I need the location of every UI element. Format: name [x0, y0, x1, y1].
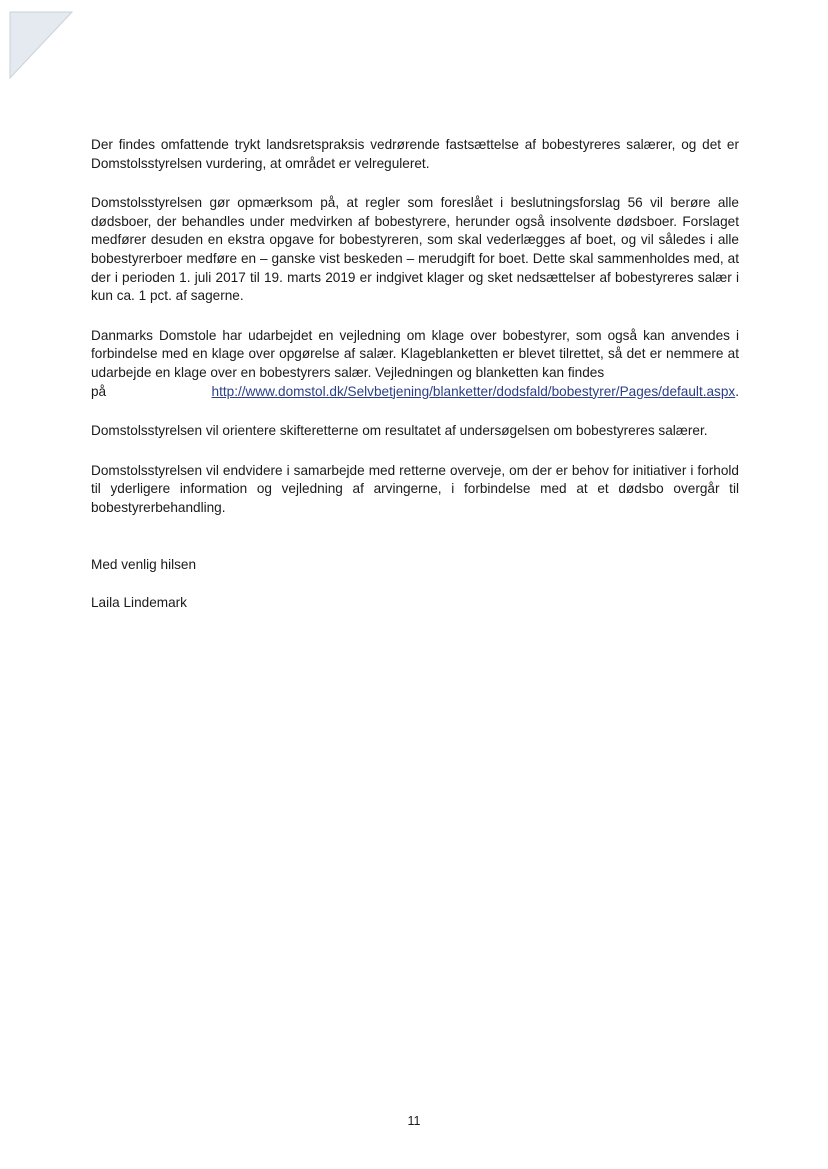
- guidance-link[interactable]: http://www.domstol.dk/Selvbetjening/blanketter/dodsfald/bobestyrer/Pages/default.aspx: [211, 383, 736, 399]
- link-prefix: på: [91, 383, 107, 399]
- page-corner-mark: [0, 0, 80, 82]
- signature-name: Laila Lindemark: [91, 595, 187, 611]
- link-line: [91, 383, 739, 402]
- paragraph-initiatives: Domstolsstyrelsen vil endvidere i samarbejde med retterne overveje, om der er behov for initiativer i forhold til yderligere information og vejledning af arvingerne, i forbindelse med at et dødsbo overgår til bobestyrerbehandling.: [91, 462, 739, 515]
- guidance-text: Danmarks Domstole har udarbejdet en vejledning om klage over bobestyrer, som også kan anvendes i forbindelse med en klage over opgørelse af salær. Klageblanketten er blevet tilrettet, så det er nemmere at udarbejde en klage over en bobestyrers salær. Vejledningen og blanketten kan findes: [91, 327, 739, 380]
- paragraph-orientation: Domstolsstyrelsen vil orientere skifteretterne om resultatet af undersøgelsen om bobestyreres salærer.: [91, 423, 708, 439]
- page-number: 11: [407, 1114, 421, 1128]
- closing-block: [91, 556, 739, 613]
- letter-body: [91, 136, 739, 633]
- paragraph-proposal-impact: Domstolsstyrelsen gør opmærksom på, at regler som foreslået i beslutningsforslag 56 vil berøre alle dødsboer, der behandles under medvirken af bobestyrere, herunder også insolvente dødsboer. Forslaget medfører desuden en ekstra opgave for bobestyreren, som skal vederlægges af boet, og vil således i alle bobestyrerboer medføre en – ganske vist beskeden – merudgift for boet. Dette skal sammenholdes med, at der i perioden 1. juli 2017 til 19. marts 2019 er indgivet klager og sket nedsættelser af bobestyreres salær i kun ca. 1 pct. af sagerne.: [91, 195, 739, 304]
- paragraph-guidance: [91, 327, 739, 401]
- link-suffix: .: [735, 383, 739, 399]
- paragraph-practice: Der findes omfattende trykt landsretspraksis vedrørende fastsættelse af bobestyreres salærer, og det er Domstolsstyrelsen vurdering, at området er velreguleret.: [91, 137, 739, 171]
- closing-greeting: Med venlig hilsen: [91, 556, 197, 572]
